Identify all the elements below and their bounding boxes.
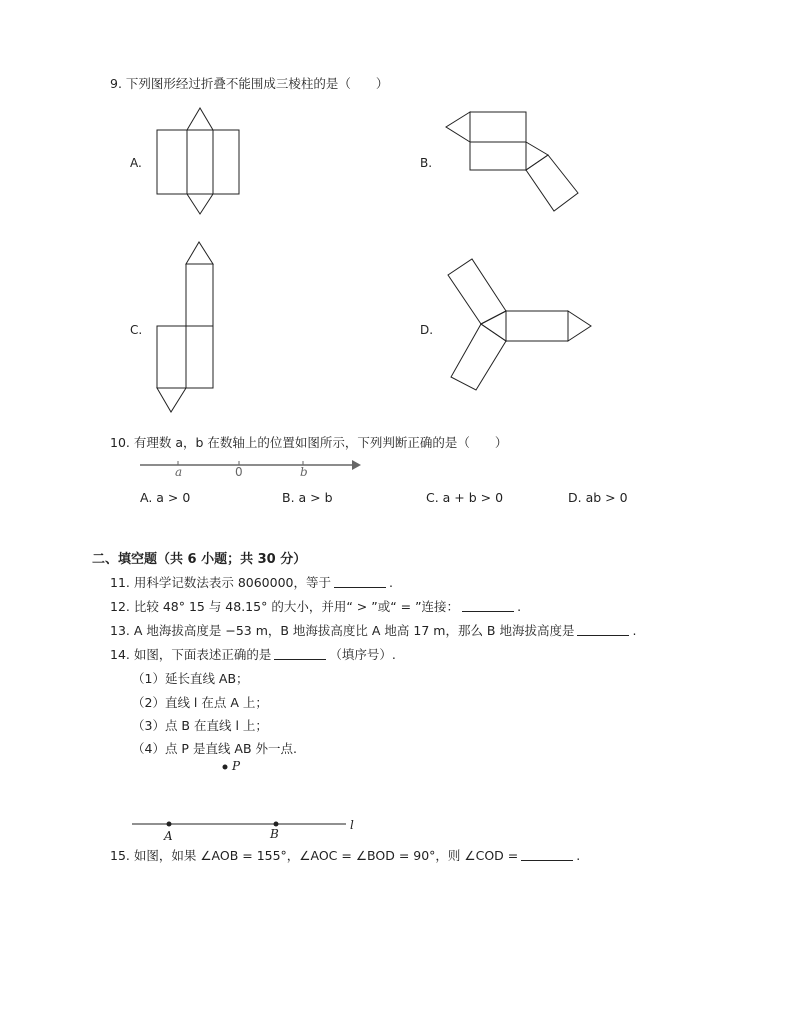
q10-axis-label-zero: 0	[235, 465, 243, 479]
q15-text: 15. 如图，如果 ∠AOB = 155°，∠AOC = ∠BOD = 90°，则 ∠COD =	[110, 848, 519, 863]
q15-tail: .	[576, 848, 581, 863]
q14-label-p: P	[232, 759, 241, 773]
q14-item-4: （4）点 P 是直线 AB 外一点.	[132, 741, 297, 756]
q14-label-a: A	[164, 829, 173, 843]
q12-tail: .	[517, 599, 522, 614]
q14-point-a	[167, 822, 172, 827]
q15-answer-blank[interactable]	[521, 848, 573, 861]
q14-item-3: （3）点 B 在直线 l 上；	[132, 718, 268, 733]
q13-text: 13. A 地海拔高度是 −53 m，B 地海拔高度比 A 地高 17 m，那么 B 地海拔高度是	[110, 623, 575, 638]
q9-stem: 9. 下列图形经过折叠不能围成三棱柱的是（ ）	[110, 76, 389, 91]
q14-stem-text: 14. 如图，下面表述正确的是	[110, 647, 272, 662]
q10-option-b[interactable]: B. a > b	[282, 490, 333, 505]
q14-label-b: B	[270, 827, 279, 841]
q12-text: 12. 比较 48° 15 与 48.15° 的大小，并用“ > ”或“ = ”连接：	[110, 599, 460, 614]
q9-option-b-label[interactable]: B.	[420, 156, 433, 170]
q10-option-d[interactable]: D. ab > 0	[568, 490, 628, 505]
q9-option-c-label[interactable]: C.	[130, 323, 143, 337]
q14-point-b	[274, 822, 279, 827]
q14-label-l: l	[350, 818, 354, 832]
q10-option-a[interactable]: A. a > 0	[140, 490, 191, 505]
q11-tail: .	[389, 575, 393, 590]
q10-option-c[interactable]: C. a + b > 0	[426, 490, 504, 505]
q14-item-1: （1）延长直线 AB；	[132, 671, 249, 686]
q10-stem: 10. 有理数 a，b 在数轴上的位置如图所示，下列判断正确的是（ ）	[110, 435, 508, 450]
section-title-fill-in: 二、填空题（共 6 小题；共 30 分）	[92, 552, 307, 567]
q15	[110, 848, 580, 864]
q14-point-p	[223, 765, 228, 770]
q11-text: 11. 用科学记数法表示 8060000，等于	[110, 575, 331, 590]
q14-item-2: （2）直线 l 在点 A 上；	[132, 695, 268, 710]
q13-tail: .	[632, 623, 637, 638]
q9-option-d-label[interactable]: D.	[420, 323, 434, 337]
q14-stem-tail: （填序号）.	[329, 647, 396, 662]
q10-axis-label-a: a	[175, 465, 183, 479]
q10-axis-label-b: b	[300, 465, 308, 479]
q9-option-a-label[interactable]: A.	[130, 156, 142, 170]
